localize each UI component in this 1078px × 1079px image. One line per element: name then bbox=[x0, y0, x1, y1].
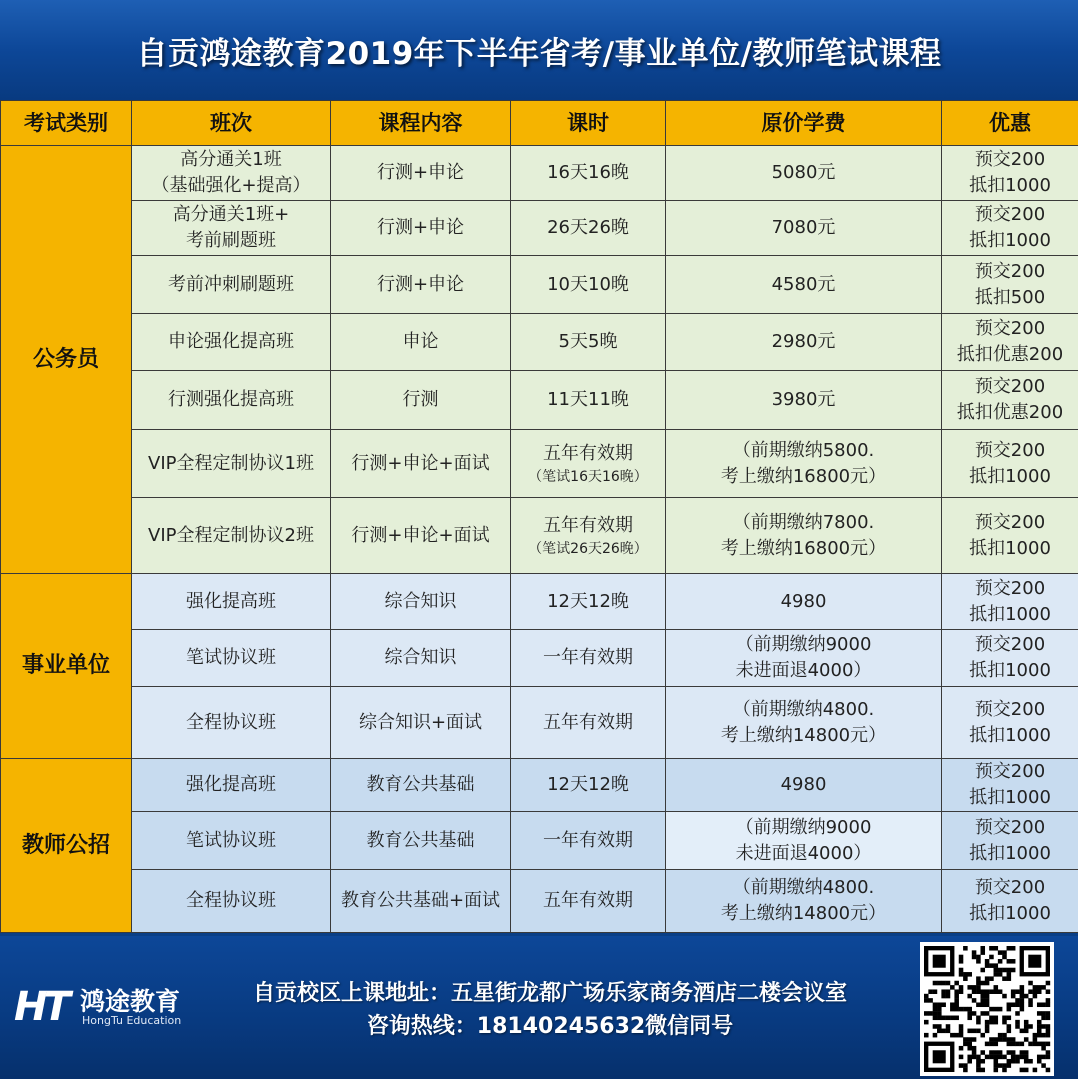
class-cell-line1: 强化提高班 bbox=[186, 774, 276, 795]
hours-cell-line1: 一年有效期 bbox=[543, 829, 633, 851]
content-cell-line1: 行测+申论 bbox=[376, 217, 465, 238]
hours-cell bbox=[511, 498, 666, 574]
logo-name: 鸿途教育 bbox=[80, 987, 181, 1016]
discount-cell-line1: 预交200 bbox=[974, 877, 1046, 898]
class-cell bbox=[132, 256, 331, 314]
class-cell bbox=[132, 498, 331, 574]
class-cell bbox=[132, 812, 331, 870]
hours-cell-line1: 一年有效期 bbox=[543, 647, 633, 668]
table-row bbox=[1, 687, 1078, 759]
discount-cell bbox=[942, 870, 1078, 933]
logo-english-name: HongTu Education bbox=[82, 1014, 182, 1027]
content-cell bbox=[331, 812, 511, 870]
content-cell bbox=[331, 201, 511, 256]
table-row bbox=[1, 630, 1078, 687]
hours-cell-line2: （笔试26天26晚） bbox=[528, 540, 648, 557]
price-cell bbox=[666, 146, 942, 201]
hours-cell-line1: 5天5晚 bbox=[558, 331, 618, 352]
price-cell-line1: （前期缴纳5800. bbox=[732, 439, 875, 461]
header-row bbox=[1, 101, 1078, 146]
class-cell bbox=[132, 870, 331, 933]
price-cell-line1: 7080元 bbox=[771, 217, 836, 238]
class-cell-line1: 强化提高班 bbox=[186, 590, 276, 612]
content-cell-line1: 教育公共基础+面试 bbox=[340, 890, 501, 911]
hours-cell-line1: 16天16晚 bbox=[547, 162, 629, 183]
discount-cell bbox=[942, 314, 1078, 371]
price-cell bbox=[666, 759, 942, 812]
table-row bbox=[1, 314, 1078, 371]
col-header-price: 原价学费 bbox=[666, 101, 942, 146]
address-text: 自贡校区上课地址：五星街龙都广场乐家商务酒店二楼会议室 bbox=[252, 981, 847, 1006]
price-cell-line2: 考上缴纳14800元） bbox=[720, 724, 887, 746]
class-cell-line1: 全程协议班 bbox=[186, 711, 276, 733]
category-cell: 教师公招 bbox=[1, 759, 132, 933]
discount-cell-line1: 预交200 bbox=[974, 318, 1046, 339]
class-cell bbox=[132, 146, 331, 201]
discount-cell bbox=[942, 687, 1078, 759]
content-cell bbox=[331, 256, 511, 314]
discount-cell bbox=[942, 812, 1078, 870]
price-cell-line2: 考上缴纳16800元） bbox=[720, 465, 887, 487]
discount-cell-line1: 预交200 bbox=[974, 149, 1046, 170]
price-cell-line2: 未进面退4000） bbox=[735, 842, 872, 864]
content-cell bbox=[331, 498, 511, 574]
hours-cell-line1: 五年有效期 bbox=[543, 442, 633, 464]
footer-banner bbox=[0, 936, 1078, 1079]
hours-cell-line1: 11天11晚 bbox=[547, 389, 629, 410]
class-cell-line1: 行测强化提高班 bbox=[168, 389, 294, 410]
content-cell-line1: 教育公共基础 bbox=[366, 829, 475, 851]
price-cell-line1: （前期缴纳4800. bbox=[732, 698, 875, 720]
col-header-category: 考试类别 bbox=[1, 101, 132, 146]
discount-cell bbox=[942, 371, 1078, 430]
price-cell bbox=[666, 687, 942, 759]
content-cell bbox=[331, 574, 511, 630]
brand-logo bbox=[14, 982, 204, 1032]
hours-cell-line1: 五年有效期 bbox=[543, 514, 633, 536]
content-cell-line1: 申论 bbox=[402, 331, 439, 352]
content-cell-line1: 行测 bbox=[402, 389, 439, 410]
discount-cell-line1: 预交200 bbox=[974, 511, 1046, 533]
discount-cell bbox=[942, 146, 1078, 201]
discount-cell bbox=[942, 201, 1078, 256]
discount-cell-line2: 抵扣1000 bbox=[969, 230, 1051, 251]
price-cell bbox=[666, 812, 942, 870]
class-cell bbox=[132, 201, 331, 256]
class-cell-line1: 高分通关1班+ bbox=[172, 204, 290, 225]
class-cell-line1: 笔试协议班 bbox=[186, 647, 276, 668]
hotline-text: 咨询热线：18140245632微信同号 bbox=[366, 1014, 734, 1039]
table-row bbox=[1, 498, 1078, 574]
price-cell-line1: （前期缴纳9000 bbox=[735, 634, 872, 655]
price-cell-line1: 3980元 bbox=[771, 389, 836, 410]
hours-cell-line1: 26天26晚 bbox=[547, 217, 629, 238]
discount-cell-line2: 抵扣1000 bbox=[969, 465, 1051, 487]
table-row bbox=[1, 574, 1078, 630]
class-cell bbox=[132, 371, 331, 430]
discount-cell-line1: 预交200 bbox=[974, 577, 1046, 599]
hours-cell bbox=[511, 630, 666, 687]
discount-cell-line2: 抵扣500 bbox=[974, 286, 1046, 308]
hours-cell bbox=[511, 201, 666, 256]
price-cell-line1: （前期缴纳7800. bbox=[732, 511, 875, 533]
content-cell bbox=[331, 371, 511, 430]
discount-cell-line1: 预交200 bbox=[974, 376, 1046, 397]
hours-cell bbox=[511, 430, 666, 498]
class-cell-line1: 考前冲刺刷题班 bbox=[168, 273, 294, 295]
class-cell-line1: VIP全程定制协议2班 bbox=[148, 524, 314, 546]
price-cell-line2: 未进面退4000） bbox=[735, 660, 872, 681]
discount-cell-line1: 预交200 bbox=[974, 761, 1046, 782]
price-cell bbox=[666, 201, 942, 256]
content-cell-line1: 综合知识 bbox=[384, 590, 457, 612]
price-cell-line1: 2980元 bbox=[771, 331, 836, 352]
table-row bbox=[1, 812, 1078, 870]
class-cell bbox=[132, 574, 331, 630]
qr-code-icon bbox=[920, 942, 1054, 1076]
price-cell bbox=[666, 256, 942, 314]
header-banner bbox=[0, 0, 1078, 100]
class-cell-line2: 考前刷题班 bbox=[186, 230, 276, 251]
discount-cell-line2: 抵扣优惠200 bbox=[956, 344, 1064, 365]
discount-cell bbox=[942, 574, 1078, 630]
hours-cell-line1: 12天12晚 bbox=[547, 774, 629, 795]
content-cell bbox=[331, 870, 511, 933]
table-row bbox=[1, 371, 1078, 430]
hours-cell bbox=[511, 687, 666, 759]
table-row bbox=[1, 146, 1078, 201]
class-cell-line2: （基础强化+提高） bbox=[151, 175, 311, 196]
discount-cell-line1: 预交200 bbox=[974, 439, 1046, 461]
col-header-hours: 课时 bbox=[511, 101, 666, 146]
price-cell-line2: 考上缴纳16800元） bbox=[720, 537, 887, 559]
discount-cell-line1: 预交200 bbox=[974, 698, 1046, 720]
class-cell bbox=[132, 430, 331, 498]
price-cell-line1: 4980 bbox=[780, 774, 827, 795]
hours-cell bbox=[511, 146, 666, 201]
discount-cell-line2: 抵扣1000 bbox=[969, 175, 1051, 196]
discount-cell-line2: 抵扣1000 bbox=[969, 537, 1051, 559]
content-cell-line1: 行测+申论+面试 bbox=[351, 524, 490, 546]
table-row bbox=[1, 256, 1078, 314]
class-cell bbox=[132, 314, 331, 371]
hours-cell-line1: 五年有效期 bbox=[543, 711, 633, 733]
hours-cell-line2: （笔试16天16晚） bbox=[528, 468, 648, 485]
content-cell-line1: 综合知识+面试 bbox=[358, 711, 483, 733]
price-cell-line2: 考上缴纳14800元） bbox=[720, 903, 887, 924]
discount-cell-line1: 预交200 bbox=[974, 204, 1046, 225]
content-cell-line1: 综合知识 bbox=[384, 647, 457, 668]
discount-cell bbox=[942, 256, 1078, 314]
class-cell-line1: 高分通关1班 bbox=[180, 149, 282, 170]
content-cell-line1: 行测+申论 bbox=[376, 162, 465, 183]
discount-cell-line1: 预交200 bbox=[974, 634, 1046, 655]
discount-cell bbox=[942, 630, 1078, 687]
content-cell bbox=[331, 146, 511, 201]
col-header-class: 班次 bbox=[132, 101, 331, 146]
table-row bbox=[1, 430, 1078, 498]
content-cell bbox=[331, 759, 511, 812]
class-cell-line1: 全程协议班 bbox=[186, 890, 276, 911]
class-cell bbox=[132, 687, 331, 759]
content-cell bbox=[331, 687, 511, 759]
price-cell bbox=[666, 430, 942, 498]
content-cell bbox=[331, 430, 511, 498]
price-cell bbox=[666, 574, 942, 630]
content-cell-line1: 行测+申论 bbox=[376, 273, 465, 295]
price-cell bbox=[666, 314, 942, 371]
class-cell bbox=[132, 759, 331, 812]
price-cell bbox=[666, 630, 942, 687]
table-row bbox=[1, 201, 1078, 256]
price-cell-line1: （前期缴纳4800. bbox=[732, 877, 875, 898]
discount-cell-line2: 抵扣优惠200 bbox=[956, 402, 1064, 423]
col-header-discount: 优惠 bbox=[942, 101, 1078, 146]
discount-cell-line2: 抵扣1000 bbox=[969, 660, 1051, 681]
discount-cell bbox=[942, 759, 1078, 812]
table-row bbox=[1, 870, 1078, 933]
hours-cell-line1: 10天10晚 bbox=[547, 273, 629, 295]
class-cell-line1: VIP全程定制协议1班 bbox=[148, 452, 314, 474]
category-cell: 公务员 bbox=[1, 146, 132, 574]
hours-cell bbox=[511, 759, 666, 812]
price-cell-line1: （前期缴纳9000 bbox=[735, 816, 872, 838]
class-cell bbox=[132, 630, 331, 687]
discount-cell-line2: 抵扣1000 bbox=[969, 724, 1051, 746]
discount-cell-line2: 抵扣1000 bbox=[969, 787, 1051, 808]
discount-cell-line2: 抵扣1000 bbox=[969, 842, 1051, 864]
discount-cell-line1: 预交200 bbox=[974, 260, 1046, 282]
discount-cell bbox=[942, 430, 1078, 498]
class-cell-line1: 笔试协议班 bbox=[186, 829, 276, 851]
hours-cell bbox=[511, 812, 666, 870]
price-cell bbox=[666, 371, 942, 430]
price-cell-line1: 5080元 bbox=[771, 162, 836, 183]
discount-cell-line2: 抵扣1000 bbox=[969, 903, 1051, 924]
category-cell: 事业单位 bbox=[1, 574, 132, 759]
discount-cell-line2: 抵扣1000 bbox=[969, 603, 1051, 625]
price-cell-line1: 4980 bbox=[780, 590, 827, 612]
class-cell-line1: 申论强化提高班 bbox=[168, 331, 294, 352]
content-cell bbox=[331, 630, 511, 687]
hours-cell bbox=[511, 574, 666, 630]
discount-cell-line1: 预交200 bbox=[974, 816, 1046, 838]
content-cell bbox=[331, 314, 511, 371]
table-row bbox=[1, 759, 1078, 812]
hours-cell bbox=[511, 314, 666, 371]
content-cell-line1: 教育公共基础 bbox=[366, 774, 475, 795]
logo-mark: HT bbox=[14, 984, 67, 1030]
hours-cell bbox=[511, 870, 666, 933]
col-header-content: 课程内容 bbox=[331, 101, 511, 146]
price-cell bbox=[666, 498, 942, 574]
price-cell-line1: 4580元 bbox=[771, 273, 836, 295]
discount-cell bbox=[942, 498, 1078, 574]
content-cell-line1: 行测+申论+面试 bbox=[351, 452, 490, 474]
hours-cell bbox=[511, 371, 666, 430]
hours-cell-line1: 12天12晚 bbox=[547, 590, 629, 612]
course-table bbox=[0, 100, 1078, 933]
page-title: 自贡鸿途教育2019年下半年省考/事业单位/教师笔试课程 bbox=[136, 35, 942, 72]
hours-cell-line1: 五年有效期 bbox=[543, 890, 633, 911]
price-cell bbox=[666, 870, 942, 933]
hours-cell bbox=[511, 256, 666, 314]
